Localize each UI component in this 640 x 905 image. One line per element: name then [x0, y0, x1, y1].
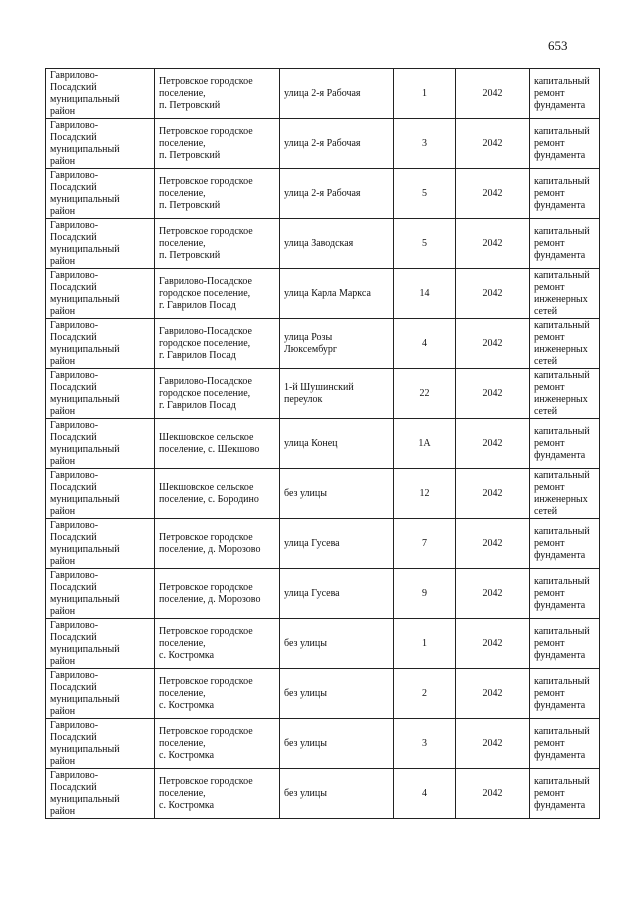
- work-type-text: капитальный ремонт инженерных сетей: [534, 369, 590, 417]
- street-text: без улицы: [284, 787, 327, 799]
- work-type-text: капитальный ремонт инженерных сетей: [534, 469, 590, 517]
- district-cell: [46, 519, 155, 569]
- district-text: Гаврилово- Посадский муниципальный район: [50, 220, 120, 267]
- table-row: [46, 669, 600, 719]
- house-number-text: 5: [422, 237, 427, 249]
- house-number-cell: [394, 619, 456, 669]
- year-cell: [456, 519, 530, 569]
- year-cell: [456, 219, 530, 269]
- year-text: 2042: [482, 187, 503, 199]
- street-cell: [280, 169, 394, 219]
- district-text: Гаврилово- Посадский муниципальный район: [50, 570, 120, 617]
- street-cell: [280, 419, 394, 469]
- street-text: без улицы: [284, 487, 327, 499]
- district-cell: [46, 119, 155, 169]
- work-type-cell: [530, 569, 600, 619]
- year-cell: [456, 319, 530, 369]
- work-type-text: капитальный ремонт фундамента: [534, 425, 590, 461]
- district-cell: [46, 319, 155, 369]
- street-cell: [280, 119, 394, 169]
- table-row: [46, 269, 600, 319]
- district-cell: [46, 469, 155, 519]
- year-text: 2042: [482, 687, 503, 699]
- work-type-cell: [530, 169, 600, 219]
- house-number-text: 12: [419, 487, 430, 499]
- table-row: [46, 69, 600, 119]
- work-type-text: капитальный ремонт фундамента: [534, 725, 590, 761]
- house-number-text: 2: [422, 687, 427, 699]
- house-number-cell: [394, 369, 456, 419]
- street-text: без улицы: [284, 737, 327, 749]
- house-number-text: 1: [422, 87, 427, 99]
- settlement-text: Петровское городское поселение, п. Петровский: [159, 125, 253, 161]
- year-cell: [456, 269, 530, 319]
- street-text: 1-й Шушинский переулок: [284, 381, 354, 405]
- settlement-text: Петровское городское поселение, п. Петровский: [159, 75, 253, 111]
- house-number-cell: [394, 769, 456, 819]
- district-cell: [46, 619, 155, 669]
- table-row: [46, 219, 600, 269]
- year-text: 2042: [482, 637, 503, 649]
- table-row: [46, 419, 600, 469]
- work-type-cell: [530, 769, 600, 819]
- work-type-cell: [530, 519, 600, 569]
- table-row: [46, 619, 600, 669]
- street-text: улица 2-я Рабочая: [284, 87, 361, 99]
- work-type-cell: [530, 269, 600, 319]
- settlement-text: Шекшовское сельское поселение, с. Бородино: [159, 481, 259, 505]
- street-text: улица Заводская: [284, 237, 354, 249]
- house-number-cell: [394, 69, 456, 119]
- year-text: 2042: [482, 587, 503, 599]
- settlement-cell: [155, 119, 280, 169]
- house-number-cell: [394, 319, 456, 369]
- house-number-cell: [394, 669, 456, 719]
- table-body: [46, 69, 600, 819]
- year-text: 2042: [482, 787, 503, 799]
- settlement-cell: [155, 169, 280, 219]
- district-text: Гаврилово- Посадский муниципальный район: [50, 520, 120, 567]
- year-cell: [456, 169, 530, 219]
- year-text: 2042: [482, 87, 503, 99]
- house-number-text: 3: [422, 137, 427, 149]
- settlement-cell: [155, 319, 280, 369]
- work-type-text: капитальный ремонт фундамента: [534, 225, 590, 261]
- table-row: [46, 519, 600, 569]
- district-text: Гаврилово- Посадский муниципальный район: [50, 370, 120, 417]
- settlement-text: Петровское городское поселение, с. Костромка: [159, 775, 253, 811]
- house-number-cell: [394, 419, 456, 469]
- district-text: Гаврилово- Посадский муниципальный район: [50, 670, 120, 717]
- settlement-cell: [155, 369, 280, 419]
- settlement-text: Петровское городское поселение, д. Морозово: [159, 581, 261, 605]
- work-type-text: капитальный ремонт фундамента: [534, 575, 590, 611]
- year-text: 2042: [482, 487, 503, 499]
- year-cell: [456, 769, 530, 819]
- house-number-text: 1: [422, 637, 427, 649]
- house-number-text: 3: [422, 737, 427, 749]
- table-row: [46, 319, 600, 369]
- settlement-cell: [155, 569, 280, 619]
- house-number-text: 4: [422, 787, 427, 799]
- year-text: 2042: [482, 537, 503, 549]
- house-number-text: 4: [422, 337, 427, 349]
- street-cell: [280, 369, 394, 419]
- house-number-cell: [394, 569, 456, 619]
- house-number-cell: [394, 119, 456, 169]
- work-type-cell: [530, 469, 600, 519]
- street-text: без улицы: [284, 687, 327, 699]
- district-cell: [46, 419, 155, 469]
- street-cell: [280, 469, 394, 519]
- street-text: без улицы: [284, 637, 327, 649]
- district-text: Гаврилово- Посадский муниципальный район: [50, 420, 120, 467]
- house-number-cell: [394, 219, 456, 269]
- work-type-text: капитальный ремонт фундамента: [534, 175, 590, 211]
- year-cell: [456, 419, 530, 469]
- year-text: 2042: [482, 387, 503, 399]
- district-text: Гаврилово- Посадский муниципальный район: [50, 70, 120, 117]
- table-row: [46, 169, 600, 219]
- district-cell: [46, 669, 155, 719]
- street-cell: [280, 519, 394, 569]
- settlement-cell: [155, 419, 280, 469]
- district-cell: [46, 219, 155, 269]
- settlement-text: Гаврилово-Посадское городское поселение, г. Гаврилов Посад: [159, 325, 252, 361]
- settlement-cell: [155, 669, 280, 719]
- year-text: 2042: [482, 737, 503, 749]
- house-number-text: 1А: [418, 437, 431, 449]
- house-number-text: 14: [419, 287, 430, 299]
- settlement-text: Петровское городское поселение, с. Костромка: [159, 675, 253, 711]
- house-number-text: 9: [422, 587, 427, 599]
- settlement-text: Петровское городское поселение, д. Морозово: [159, 531, 261, 555]
- street-text: улица 2-я Рабочая: [284, 187, 361, 199]
- house-number-text: 22: [419, 387, 430, 399]
- settlement-text: Петровское городское поселение, п. Петровский: [159, 225, 253, 261]
- page-number: 653: [548, 38, 568, 53]
- district-cell: [46, 719, 155, 769]
- district-cell: [46, 769, 155, 819]
- year-text: 2042: [482, 287, 503, 299]
- district-text: Гаврилово- Посадский муниципальный район: [50, 170, 120, 217]
- work-type-cell: [530, 219, 600, 269]
- table-row: [46, 469, 600, 519]
- house-number-cell: [394, 469, 456, 519]
- year-cell: [456, 119, 530, 169]
- district-text: Гаврилово- Посадский муниципальный район: [50, 270, 120, 317]
- district-text: Гаврилово- Посадский муниципальный район: [50, 320, 120, 367]
- street-cell: [280, 569, 394, 619]
- district-text: Гаврилово- Посадский муниципальный район: [50, 470, 120, 517]
- street-cell: [280, 219, 394, 269]
- year-cell: [456, 69, 530, 119]
- settlement-cell: [155, 69, 280, 119]
- work-type-cell: [530, 719, 600, 769]
- district-cell: [46, 269, 155, 319]
- work-type-text: капитальный ремонт фундамента: [534, 675, 590, 711]
- district-cell: [46, 569, 155, 619]
- settlement-cell: [155, 469, 280, 519]
- street-text: улица Карла Маркса: [284, 287, 371, 299]
- year-text: 2042: [482, 437, 503, 449]
- district-text: Гаврилово- Посадский муниципальный район: [50, 620, 120, 667]
- street-cell: [280, 719, 394, 769]
- table-row: [46, 769, 600, 819]
- street-text: улица Гусева: [284, 587, 340, 599]
- district-cell: [46, 69, 155, 119]
- year-cell: [456, 469, 530, 519]
- settlement-cell: [155, 519, 280, 569]
- work-type-cell: [530, 669, 600, 719]
- street-cell: [280, 319, 394, 369]
- settlement-text: Петровское городское поселение, п. Петровский: [159, 175, 253, 211]
- settlement-text: Гаврилово-Посадское городское поселение, г. Гаврилов Посад: [159, 375, 252, 411]
- settlement-cell: [155, 269, 280, 319]
- work-type-cell: [530, 119, 600, 169]
- house-number-cell: [394, 269, 456, 319]
- street-cell: [280, 669, 394, 719]
- table-row: [46, 369, 600, 419]
- house-number-cell: [394, 519, 456, 569]
- house-number-cell: [394, 719, 456, 769]
- work-type-text: капитальный ремонт фундамента: [534, 125, 590, 161]
- street-text: улица Гусева: [284, 537, 340, 549]
- street-text: улица 2-я Рабочая: [284, 137, 361, 149]
- settlement-cell: [155, 769, 280, 819]
- year-cell: [456, 619, 530, 669]
- year-cell: [456, 569, 530, 619]
- settlement-text: Петровское городское поселение, с. Костромка: [159, 725, 253, 761]
- work-type-cell: [530, 369, 600, 419]
- year-text: 2042: [482, 137, 503, 149]
- settlement-text: Шекшовское сельское поселение, с. Шекшово: [159, 431, 260, 455]
- table-row: [46, 719, 600, 769]
- work-type-text: капитальный ремонт фундамента: [534, 625, 590, 661]
- district-cell: [46, 169, 155, 219]
- house-number-text: 5: [422, 187, 427, 199]
- housing-repair-table: [45, 68, 600, 819]
- work-type-text: капитальный ремонт фундамента: [534, 775, 590, 811]
- year-cell: [456, 369, 530, 419]
- house-number-cell: [394, 169, 456, 219]
- work-type-cell: [530, 419, 600, 469]
- district-text: Гаврилово- Посадский муниципальный район: [50, 720, 120, 767]
- district-cell: [46, 369, 155, 419]
- year-text: 2042: [482, 237, 503, 249]
- settlement-text: Петровское городское поселение, с. Костромка: [159, 625, 253, 661]
- street-cell: [280, 619, 394, 669]
- settlement-cell: [155, 719, 280, 769]
- work-type-text: капитальный ремонт инженерных сетей: [534, 319, 590, 367]
- street-cell: [280, 769, 394, 819]
- street-cell: [280, 269, 394, 319]
- street-cell: [280, 69, 394, 119]
- work-type-cell: [530, 619, 600, 669]
- table-row: [46, 119, 600, 169]
- work-type-text: капитальный ремонт фундамента: [534, 525, 590, 561]
- house-number-text: 7: [422, 537, 427, 549]
- work-type-text: капитальный ремонт инженерных сетей: [534, 269, 590, 317]
- year-text: 2042: [482, 337, 503, 349]
- table-row: [46, 569, 600, 619]
- work-type-cell: [530, 319, 600, 369]
- district-text: Гаврилово- Посадский муниципальный район: [50, 120, 120, 167]
- street-text: улица Розы Люксембург: [284, 331, 337, 355]
- street-text: улица Конец: [284, 437, 338, 449]
- settlement-text: Гаврилово-Посадское городское поселение, г. Гаврилов Посад: [159, 275, 252, 311]
- settlement-cell: [155, 619, 280, 669]
- work-type-cell: [530, 69, 600, 119]
- work-type-text: капитальный ремонт фундамента: [534, 75, 590, 111]
- settlement-cell: [155, 219, 280, 269]
- year-cell: [456, 669, 530, 719]
- district-text: Гаврилово- Посадский муниципальный район: [50, 770, 120, 817]
- year-cell: [456, 719, 530, 769]
